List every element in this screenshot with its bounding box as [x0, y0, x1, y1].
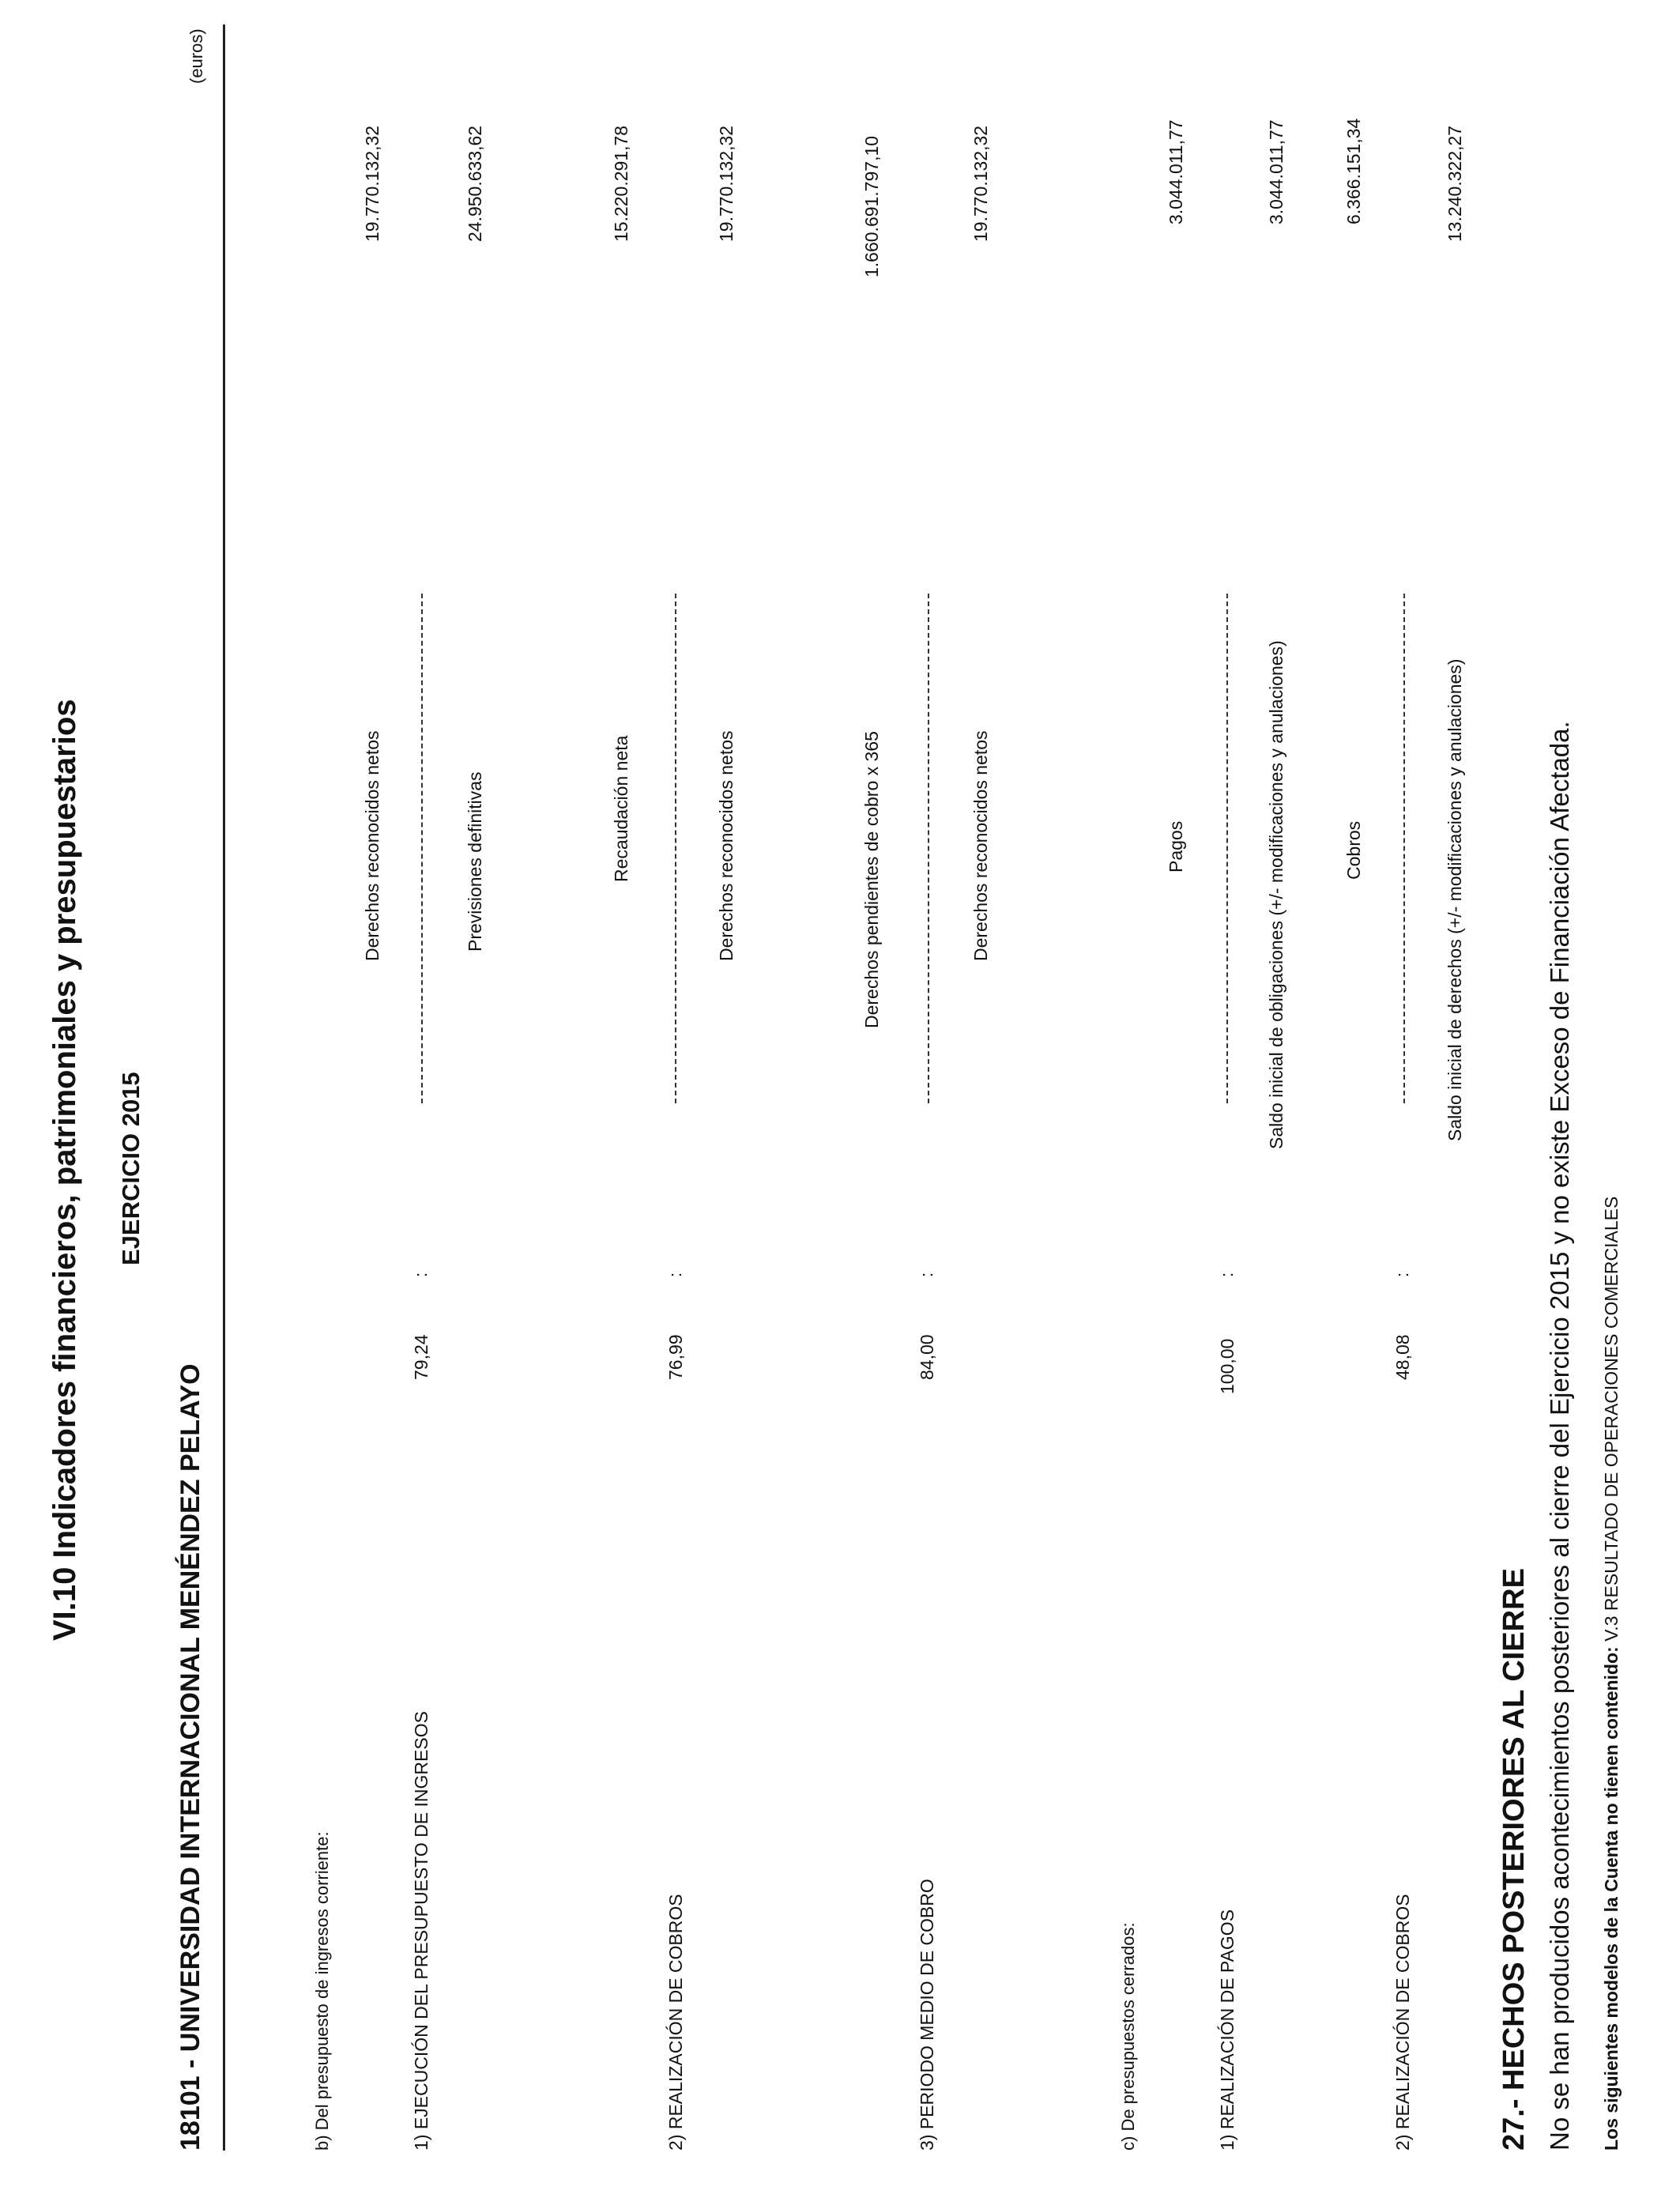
denominator-value: 3.044.011,77 — [1266, 119, 1286, 224]
denominator-value: 13.240.322,27 — [1445, 125, 1465, 242]
fiscal-year: EJERCICIO 2015 — [117, 1072, 145, 1265]
indicator-label: 2) REALIZACIÓN DE COBROS — [665, 1894, 686, 2151]
numerator-label: Derechos pendientes de cobro x 365 — [861, 731, 882, 1028]
numerator-label: Recaudación neta — [611, 735, 631, 882]
colon: : — [917, 1272, 936, 1277]
colon: : — [665, 1272, 685, 1277]
colon: : — [411, 1272, 431, 1277]
indicator-label: 1) REALIZACIÓN DE PAGOS — [1217, 1909, 1237, 2151]
fraction-line — [675, 594, 676, 1103]
indicator-value: 79,24 — [411, 1334, 431, 1380]
indicator-value: 76,99 — [665, 1334, 686, 1380]
denominator-label: Saldo inicial de obligaciones (+/- modificaciones y anulaciones) — [1266, 640, 1286, 1149]
colon: : — [1217, 1272, 1237, 1277]
fraction-line — [928, 594, 929, 1103]
header-rule — [223, 25, 225, 2151]
indicator-label: 2) REALIZACIÓN DE COBROS — [1392, 1894, 1413, 2151]
numerator-label: Derechos reconocidos netos — [362, 730, 382, 961]
denominator-value: 24.950.633,62 — [465, 125, 485, 242]
section-c-heading: c) De presupuestos cerrados: — [1118, 1922, 1138, 2151]
numerator-value: 1.660.691.797,10 — [861, 135, 882, 277]
numerator-value: 6.366.151,34 — [1343, 118, 1364, 224]
fraction-line — [1403, 594, 1405, 1103]
fraction-line — [1226, 594, 1228, 1103]
section-27-text: No se han producidos acontecimientos posteriores al cierre del Ejercicio 2015 y no existe Exceso de Financiación Afectada. — [1545, 721, 1574, 2151]
indicator-label: 3) PERIODO MEDIO DE COBRO — [917, 1879, 937, 2151]
footer-note-bold: Los siguientes modelos de la Cuenta no tienen contenido: — [1601, 1646, 1622, 2151]
denominator-label: Previsiones definitivas — [465, 771, 485, 952]
indicator-value: 84,00 — [917, 1334, 937, 1380]
section-b-heading: b) Del presupuesto de ingresos corriente: — [312, 1831, 332, 2151]
denominator-label: Derechos reconocidos netos — [716, 730, 736, 961]
page-title: VI.10 Indicadores financieros, patrimoniales y presupuestarios — [47, 699, 82, 1641]
indicator-label: 1) EJECUCIÓN DEL PRESUPUESTO DE INGRESOS — [411, 1711, 431, 2151]
indicator-value: 48,08 — [1392, 1334, 1413, 1380]
numerator-value: 19.770.132,32 — [362, 125, 382, 242]
footer-note — [1601, 1197, 1622, 2151]
section-27-heading: 27.- HECHOS POSTERIORES AL CIERRE — [1497, 1568, 1531, 2151]
fraction-line — [421, 594, 423, 1103]
numerator-value: 3.044.011,77 — [1166, 119, 1186, 224]
denominator-label: Saldo inicial de derechos (+/- modificaciones y anulaciones) — [1445, 658, 1465, 1141]
denominator-value: 19.770.132,32 — [716, 125, 736, 242]
denominator-value: 19.770.132,32 — [970, 125, 991, 242]
numerator-value: 15.220.291,78 — [611, 125, 631, 242]
footer-note-rest: V.3 RESULTADO DE OPERACIONES COMERCIALES — [1601, 1196, 1622, 1647]
numerator-label: Cobros — [1343, 820, 1364, 880]
denominator-label: Derechos reconocidos netos — [970, 730, 991, 961]
units-label: (euros) — [186, 28, 206, 84]
indicator-value: 100,00 — [1217, 1338, 1237, 1394]
entity-name: 18101 - UNIVERSIDAD INTERNACIONAL MENÉNDEZ PELAYO — [175, 1363, 205, 2151]
numerator-label: Pagos — [1166, 820, 1186, 873]
colon: : — [1392, 1272, 1412, 1277]
